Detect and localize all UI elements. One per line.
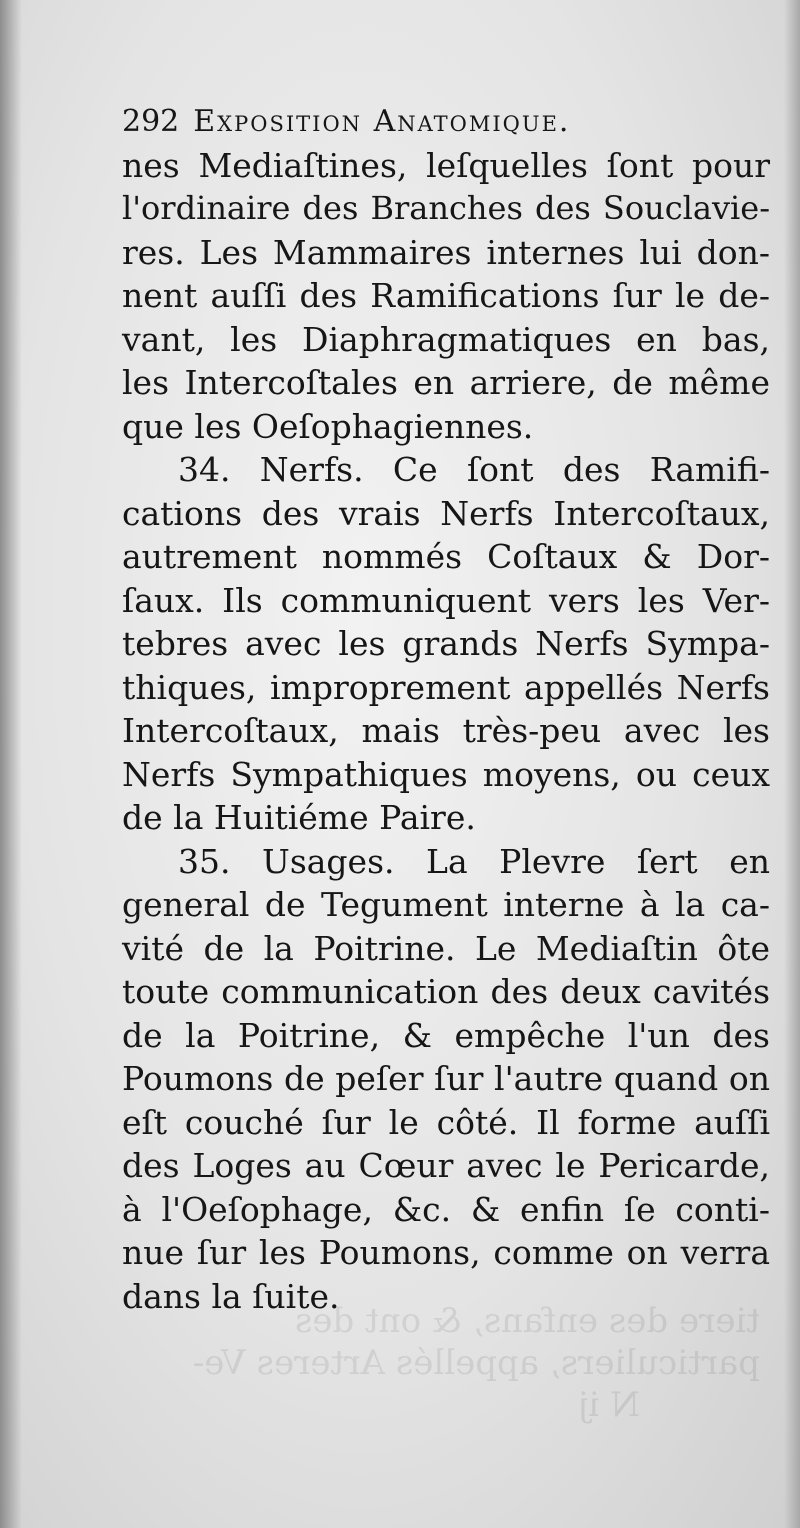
text-line: Intercoſtaux, mais très-peu avec les (122, 711, 770, 750)
text-line: nent auſſi des Ramifications ſur le de- (122, 276, 770, 315)
text-line: des Loges au Cœur avec le Pericarde, (122, 1146, 770, 1185)
show-through-text (120, 1300, 760, 1426)
text-line: res. Les Mammaires internes lui don- (122, 232, 770, 272)
text-line: Nerfs Sympathiques moyens, ou ceux (122, 754, 770, 794)
text-line: vité de la Poitrine. Le Mediaſtin ôte (122, 928, 770, 968)
section-heading-line: 35. Usages. La Plevre ſert en (178, 841, 770, 881)
text-line: cations des vrais Nerfs Intercoſtaux, (122, 493, 770, 533)
page-header (122, 100, 770, 144)
text-line: Poumons de peſer ſur l'autre quand on (122, 1059, 770, 1098)
text-line: de la Poitrine, & empêche l'un des (122, 1015, 770, 1055)
text-line: thiques, improprement appellés Nerfs (122, 667, 770, 707)
show-through-line: tiere des enfans, & ont des (294, 1301, 760, 1341)
text-line: vant, les Diaphragmatiques en bas, (122, 319, 770, 359)
text-line: que les Oeſophagiennes. (122, 406, 534, 446)
show-through-line: N ij (578, 1385, 640, 1425)
running-title: Exposition Anatomique. (193, 104, 571, 139)
text-line: de la Huitiéme Paire. (122, 798, 476, 837)
text-line: dans la ſuite. (122, 1276, 340, 1316)
text-line: eſt couché ſur le côté. Il forme auſſi (122, 1102, 770, 1142)
page-number: 292 (122, 104, 180, 139)
text-line: nue ſur les Poumons, comme on verra (122, 1233, 770, 1272)
text-line: ſaux. Ils communiquent vers les Ver- (122, 580, 770, 620)
show-through-line: particuliers, appellés Arteres Ve- (192, 1343, 760, 1383)
text-line: general de Tegument interne à la ca- (122, 885, 770, 924)
page-text (122, 100, 770, 1318)
gutter-shadow (0, 0, 22, 1528)
text-line: tebres avec les grands Nerfs Sympa- (122, 624, 770, 663)
text-line: les Intercoſtales en arriere, de même (122, 363, 770, 402)
text-line: à l'Oeſophage, &c. & enfin ſe conti- (122, 1189, 770, 1229)
text-line: toute communication des deux cavités (122, 972, 770, 1011)
section-heading-line: 34. Nerfs. Ce ſont des Ramifi- (178, 450, 770, 489)
text-line: nes Mediaſtines, leſquelles ſont pour (122, 145, 770, 185)
edge-shadow (784, 0, 800, 1528)
text-line: l'ordinaire des Branches des Souclavie- (122, 189, 770, 227)
text-line: autrement nommés Coſtaux & Dor- (122, 537, 770, 576)
